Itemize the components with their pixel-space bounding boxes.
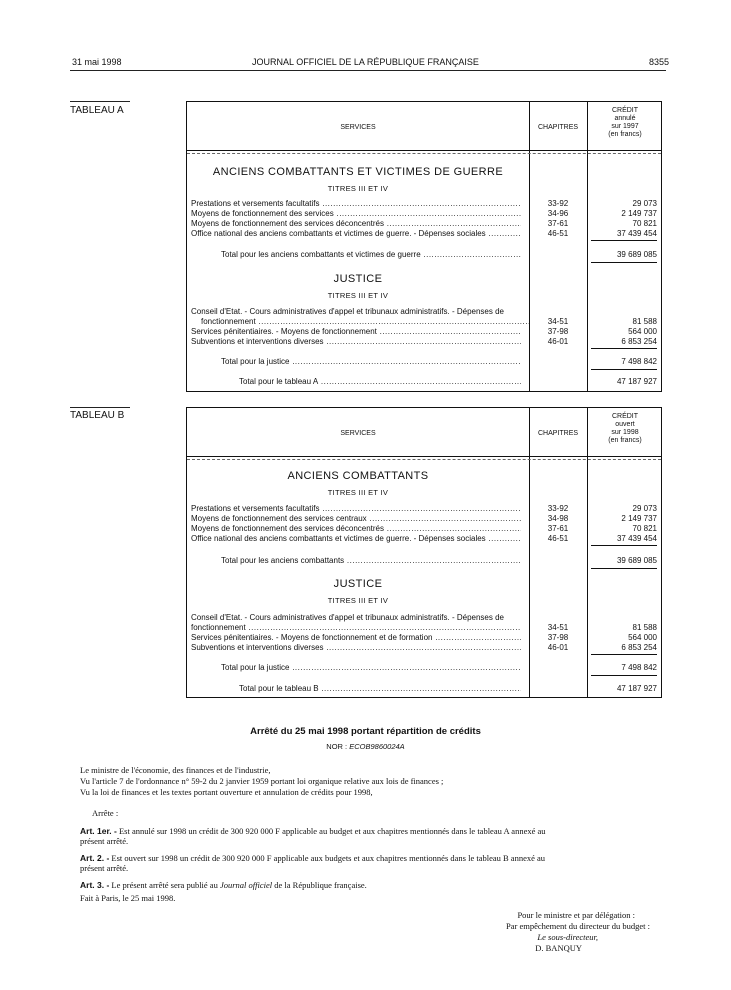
section-title: JUSTICE (333, 578, 383, 590)
header-dashed-divider (187, 459, 661, 460)
journal-title: JOURNAL OFFICIEL DE LA RÉPUBLIQUE FRANÇAISE (252, 57, 479, 67)
col-header-services: SERVICES (340, 124, 376, 131)
table-row: Moyens de fonctionnement des services déconcentrés ..... 37-61 70 821 (191, 524, 661, 534)
section-subtitle: TITRES III ET IV (327, 596, 389, 605)
column-divider (587, 408, 588, 697)
article-2-cont: présent arrêté. (80, 863, 129, 873)
table-row: Subventions et interventions diverses ..... 46-01 6 853 254 (191, 643, 661, 653)
subtotal-row: Total pour la justice ..... 7 498 842 (191, 357, 661, 367)
section-subtitle: TITRES III ET IV (327, 184, 389, 193)
fait-a-paris: Fait à Paris, le 25 mai 1998. (80, 893, 176, 903)
table-row: Subventions et interventions diverses ..... 46-01 6 853 254 (191, 337, 661, 347)
table-row: Services pénitentiaires. - Moyens de fonctionnement ..... 37-98 564 000 (191, 327, 661, 337)
subtotal-row: Total pour la justice ..... 7 498 842 (191, 663, 661, 673)
table-row: fonctionnement ..... 34-51 81 588 (191, 317, 661, 327)
tableau-a-label: TABLEAU A (70, 105, 124, 116)
subtotal-row: Total pour les anciens combattants ..... 39 689 085 (191, 556, 661, 566)
subtotal-rule (591, 369, 657, 370)
table-row: Conseil d'Etat. - Cours administratives d'appel et tribunaux administratifs. - Dépenses de (191, 613, 504, 622)
col-header-credit: CRÉDIT ouvert sur 1998 (en francs) (608, 413, 642, 444)
subtotal-row: Total pour les anciens combattants et victimes de guerre ..... 39 689 085 (191, 250, 661, 260)
col-header-chapitres: CHAPITRES (537, 124, 579, 131)
arrete-intro-vu-1: Vu l'article 7 de l'ordonnance n° 59-2 du 2 janvier 1959 portant loi organique relative aux lois de finances ; (80, 776, 444, 786)
header-divider (187, 150, 661, 151)
header-dashed-divider (187, 153, 661, 154)
grand-total-row: Total pour le tableau A ..... 47 187 927 (191, 377, 661, 387)
column-divider (587, 102, 588, 391)
subtotal-rule (591, 654, 657, 655)
tableau-b (186, 407, 662, 698)
col-header-services: SERVICES (340, 430, 376, 437)
table-row: Prestations et versements facultatifs ..... 33-92 29 073 (191, 199, 661, 209)
header-date: 31 mai 1998 (72, 57, 122, 67)
table-row: Moyens de fonctionnement des services déconcentrés ..... 37-61 70 821 (191, 219, 661, 229)
subtotal-rule (591, 675, 657, 676)
signature-line-1: Pour le ministre et par délégation : (517, 910, 635, 920)
tableau-a-rule (70, 101, 130, 102)
page-number: 8355 (648, 57, 669, 67)
col-header-chapitres: CHAPITRES (537, 430, 579, 437)
article-1: Art. 1er. - Est annulé sur 1998 un crédit de 300 920 000 F applicable au budget et aux chapitres mentionnés dans le tableau A annexé au (80, 826, 546, 836)
section-subtitle: TITRES III ET IV (327, 291, 389, 300)
subtotal-rule (591, 348, 657, 349)
table-row: Prestations et versements facultatifs ..... 33-92 29 073 (191, 504, 661, 514)
column-divider (529, 102, 530, 391)
table-row: Office national des anciens combattants et victimes de guerre. - Dépenses sociales ..... 46-51 37 439 454 (191, 229, 661, 239)
section-title: ANCIENS COMBATTANTS ET VICTIMES DE GUERRE (212, 166, 504, 178)
table-row: Moyens de fonctionnement des services centraux ..... 34-98 2 149 737 (191, 514, 661, 524)
subtotal-rule (591, 262, 657, 263)
table-row: Moyens de fonctionnement des services ..... 34-96 2 149 737 (191, 209, 661, 219)
signature-line-3: Le sous-directeur, (537, 932, 598, 942)
article-2: Art. 2. - Est ouvert sur 1998 un crédit de 300 920 000 F applicable aux budgets et aux chapitres mentionnés dans le tableau B annexé au (80, 853, 546, 863)
column-divider (529, 408, 530, 697)
section-subtitle: TITRES III ET IV (327, 488, 389, 497)
col-header-credit: CRÉDIT annulé sur 1997 (en francs) (608, 107, 642, 138)
table-row: Services pénitentiaires. - Moyens de fonctionnement et de formation ..... 37-98 564 000 (191, 633, 661, 643)
tableau-b-rule (70, 407, 130, 408)
grand-total-row: Total pour le tableau B ..... 47 187 927 (191, 684, 661, 694)
header-rule (70, 70, 666, 71)
table-row: fonctionnement ..... 34-51 81 588 (191, 623, 661, 633)
arrete-title: Arrêté du 25 mai 1998 portant répartition de crédits (250, 726, 481, 737)
arrete-word: Arrête : (92, 808, 119, 818)
arrete-intro-vu-2: Vu la loi de finances et les textes portant ouverture et annulation de crédits pour 1998, (80, 787, 373, 797)
table-row: Office national des anciens combattants et victimes de guerre. - Dépenses sociales ..... 46-51 37 439 454 (191, 534, 661, 544)
subtotal-rule (591, 568, 657, 569)
subtotal-rule (591, 545, 657, 546)
arrete-nor: NOR : ECOB9860024A (326, 742, 405, 751)
article-3: Art. 3. - Le présent arrêté sera publié au Journal officiel de la République française. (80, 880, 367, 890)
arrete-intro-minister: Le ministre de l'économie, des finances et de l'industrie, (80, 765, 271, 775)
article-1-cont: présent arrêté. (80, 836, 129, 846)
tableau-a (186, 101, 662, 392)
subtotal-rule (591, 240, 657, 241)
section-title: ANCIENS COMBATTANTS (287, 470, 429, 482)
table-row: Conseil d'Etat. - Cours administratives d'appel et tribunaux administratifs. - Dépenses de (191, 307, 504, 316)
signature-name: D. BANQUY (535, 943, 582, 953)
signature-line-2: Par empêchement du directeur du budget : (506, 921, 650, 931)
tableau-b-label: TABLEAU B (70, 410, 125, 421)
section-title: JUSTICE (333, 273, 383, 285)
header-divider (187, 456, 661, 457)
